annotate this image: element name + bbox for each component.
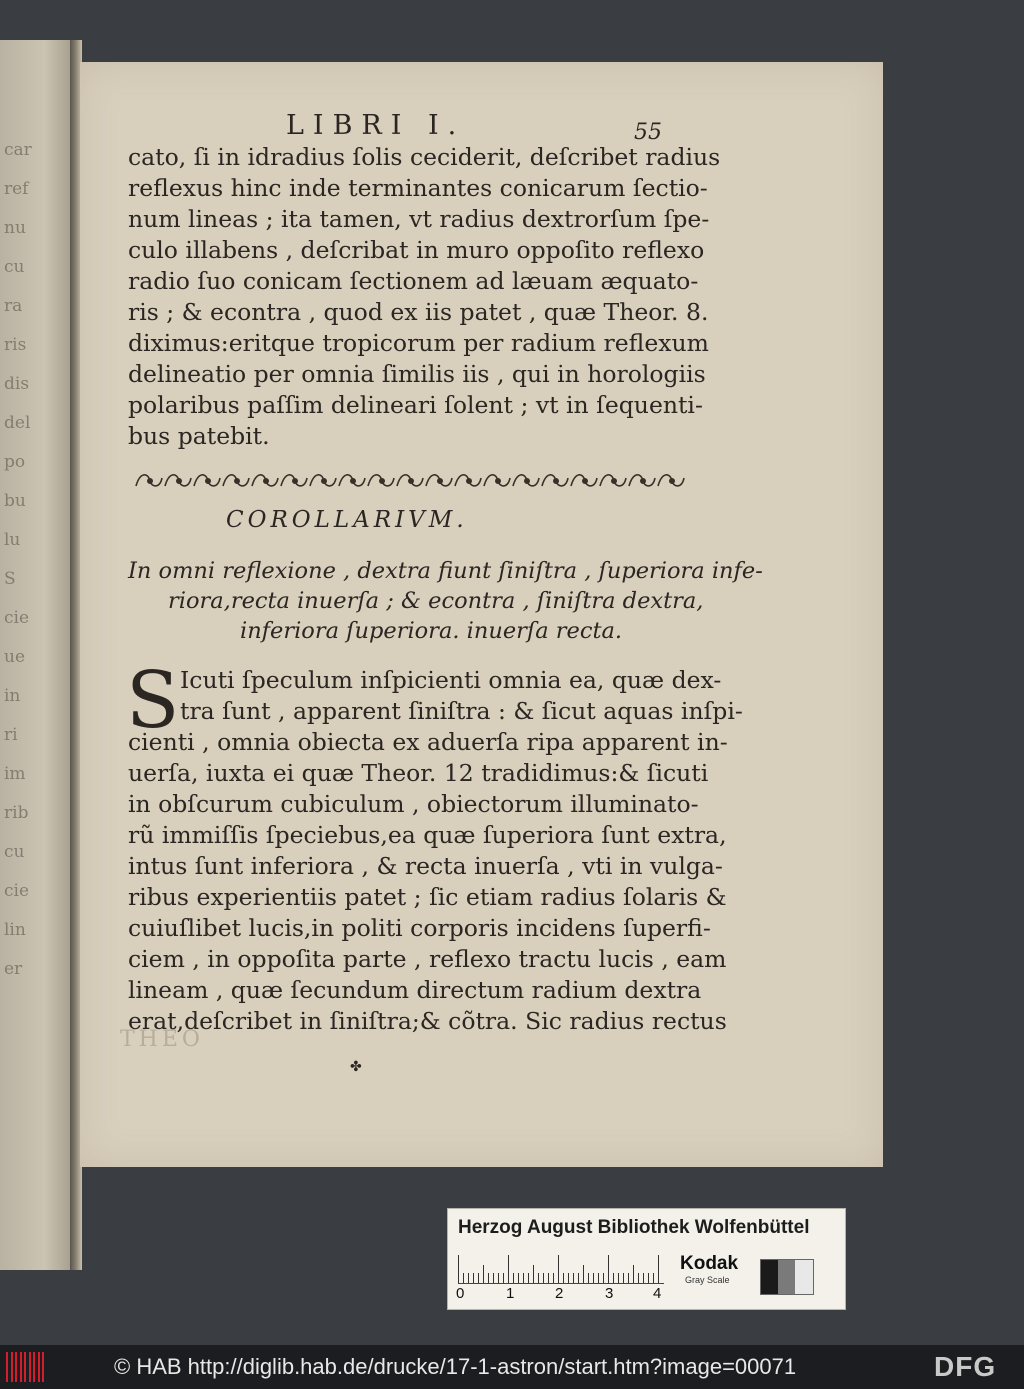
library-color-card [447, 1208, 846, 1310]
left-page-fragment: po [4, 452, 26, 472]
ruler-number: 1 [506, 1285, 515, 1302]
ruler-tick [593, 1273, 594, 1283]
ruler-tick [528, 1273, 529, 1283]
ruler-tick [558, 1255, 559, 1283]
text-line: reflexus hinc inde terminantes conicarum ſectio- [128, 174, 708, 202]
ornament-dot [351, 479, 355, 483]
barcode-bar [29, 1352, 31, 1382]
left-page-fragment: car [4, 140, 32, 160]
left-page-fragment: nu [4, 218, 26, 238]
ruler-tick [588, 1273, 589, 1283]
ruler-tick [608, 1255, 609, 1283]
ruler-tick [468, 1273, 469, 1283]
hab-barcode-logo-icon [6, 1352, 48, 1382]
folio-number: 55 [634, 120, 662, 145]
left-page-fragment: im [4, 764, 26, 784]
left-page-fragment: ris [4, 335, 27, 355]
ruler-tick [473, 1273, 474, 1283]
left-page-fragment: ri [4, 725, 18, 745]
text-line: culo illabens , deſcribat in muro oppoſito reflexo [128, 236, 705, 264]
ruler-tick [633, 1265, 634, 1283]
ornament-dot [177, 479, 181, 483]
ruler-tick [488, 1273, 489, 1283]
left-page-fragment: ra [4, 296, 23, 316]
dfg-logo: DFG [934, 1351, 997, 1382]
paragraph-line: uerſa, iuxta ei quæ Theor. 12 tradidimus:& ſicuti [128, 759, 709, 787]
ornament-dot [264, 479, 268, 483]
paragraph-line: lineam , quæ ſecundum directum radium dextra [128, 976, 702, 1004]
ruler-tick [618, 1273, 619, 1283]
ruler-tick [548, 1273, 549, 1283]
left-page-fragment: lin [4, 920, 26, 940]
ruler-tick [638, 1273, 639, 1283]
ornament-dot [409, 479, 413, 483]
text-line: radio ſuo conicam ſectionem ad læuam æquato- [128, 267, 699, 295]
ruler-tick [583, 1265, 584, 1283]
ruler-number: 0 [456, 1285, 465, 1302]
ornament-dot [467, 479, 471, 483]
barcode-bar [15, 1352, 17, 1382]
ornament-dot [235, 479, 239, 483]
paragraph-line: Icuti ſpeculum inſpicienti omnia ea, quæ dex- [180, 666, 722, 694]
barcode-bar [11, 1352, 13, 1382]
barcode-bar [24, 1352, 26, 1382]
text-line: ris ; & econtra , quod ex iis patet , quæ Theor. 8. [128, 298, 709, 326]
text-line: bus patebit. [128, 422, 270, 450]
ruler-tick [513, 1273, 514, 1283]
ruler-tick [518, 1273, 519, 1283]
running-head: LIBRI I. [286, 110, 466, 141]
ruler-tick [643, 1273, 644, 1283]
paragraph-line: cuiuſlibet lucis,in politi corporis incidens ſuperfi- [128, 914, 711, 942]
ruler-tick [463, 1273, 464, 1283]
ruler-tick [658, 1255, 659, 1283]
ornament-dot [525, 479, 529, 483]
footer-copyright-link[interactable]: © HAB http://diglib.hab.de/drucke/17-1-astron/start.htm?image=00071 [114, 1354, 797, 1379]
measurement-ruler [458, 1253, 664, 1284]
ornament-dot [496, 479, 500, 483]
ruler-tick [628, 1273, 629, 1283]
library-name: Herzog August Bibliothek Wolfenbüttel [458, 1217, 810, 1238]
text-line: num lineas ; ita tamen, vt radius dextrorſum ſpe- [128, 205, 710, 233]
left-page-fragment: bu [4, 491, 26, 511]
paragraph-line: erat,deſcribet in ſiniſtra;& cõtra. Sic radius rectus [128, 1007, 727, 1035]
section-heading: COROLLARIVM. [226, 507, 468, 533]
left-page-fragment: ref [4, 179, 29, 199]
ruler-tick [553, 1273, 554, 1283]
left-page-fragment: dis [4, 374, 30, 394]
paragraph-line: cienti , omnia obiecta ex aduerſa ripa apparent in- [128, 728, 728, 756]
paragraph-line: in obſcurum cubiculum , obiectorum illuminato- [128, 790, 699, 818]
italic-summary-line: riora,recta inuerſa ; & econtra , ſiniſtra dextra, [168, 588, 704, 614]
paragraph-line: tra ſunt , apparent ſiniſtra : & ſicut aquas inſpi- [180, 697, 743, 725]
paragraph-line: intus ſunt inferiora , & recta inuerſa , vti in vulga- [128, 852, 723, 880]
footer-bar [0, 1345, 1024, 1389]
ruler-tick [653, 1273, 654, 1283]
left-page-fragment: S [4, 569, 16, 589]
left-page-fragment: lu [4, 530, 21, 550]
text-line: diximus:eritque tropicorum per radium reflexum [128, 329, 709, 357]
ornament-dot [380, 479, 384, 483]
ruler-tick [598, 1273, 599, 1283]
ornament-dot [670, 479, 674, 483]
ruler-tick [498, 1273, 499, 1283]
book-page [80, 62, 883, 1167]
ruler-number: 2 [555, 1285, 564, 1302]
ruler-tick [493, 1273, 494, 1283]
ornament-dot [641, 479, 645, 483]
paragraph-line: ciem , in oppoſita parte , reflexo tractu lucis , eam [128, 945, 727, 973]
left-page-fragment: cu [4, 257, 25, 277]
ruler-number: 3 [605, 1285, 614, 1302]
italic-summary-line: inferiora ſuperiora. inuerſa recta. [240, 618, 623, 644]
ruler-tick [533, 1265, 534, 1283]
ruler-tick [508, 1255, 509, 1283]
ruler-tick [543, 1273, 544, 1283]
ruler-tick [478, 1273, 479, 1283]
ornament-dot [322, 479, 326, 483]
kodak-logo: Kodak [680, 1253, 739, 1274]
left-page-fragment: cu [4, 842, 25, 862]
ruler-number: 4 [653, 1285, 662, 1302]
gray-scale-swatch [760, 1259, 814, 1295]
ruler-tick [523, 1273, 524, 1283]
barcode-bar [38, 1352, 40, 1382]
ornament-dot [612, 479, 616, 483]
ornament-dot [554, 479, 558, 483]
ornament-dot [293, 479, 297, 483]
left-page-fragment: rib [4, 803, 29, 823]
paragraph-line: rũ immiſſis ſpeciebus,ea quæ ſuperiora ſunt extra, [128, 821, 727, 849]
ruler-tick [603, 1273, 604, 1283]
ruler-tick [613, 1273, 614, 1283]
left-page-fragment: cie [4, 608, 30, 628]
bleed-through-text: THEO [120, 1027, 204, 1052]
left-page-fragment: ue [4, 647, 26, 667]
barcode-bar [33, 1352, 35, 1382]
italic-summary-line: In omni reflexione , dextra fiunt ſiniſtra , ſuperiora infe- [128, 558, 763, 584]
ruler-tick [538, 1273, 539, 1283]
ruler-tick [563, 1273, 564, 1283]
kodak-subtitle: Gray Scale [685, 1275, 730, 1285]
decorative-ornament-band [130, 466, 690, 496]
ruler-tick [483, 1265, 484, 1283]
barcode-bar [6, 1352, 8, 1382]
small-ornament-icon: ✤ [350, 1059, 362, 1075]
paragraph-line: ribus experientiis patet ; ſic etiam radius ſolaris & [128, 883, 727, 911]
text-line: delineatio per omnia ſimilis iis , qui in horologiis [128, 360, 706, 388]
left-page-fragment: del [4, 413, 31, 433]
barcode-bar [20, 1352, 22, 1382]
ruler-tick [648, 1273, 649, 1283]
text-line: polaribus paſſim delineari ſolent ; vt in ſequenti- [128, 391, 703, 419]
ornament-dot [148, 479, 152, 483]
text-line: cato, ſi in idradius ſolis ceciderit, deſcribet radius [128, 143, 721, 171]
ruler-tick [458, 1255, 459, 1283]
ruler-tick [578, 1273, 579, 1283]
ornament-dot [206, 479, 210, 483]
ruler-tick [568, 1273, 569, 1283]
left-page-fragment: cie [4, 881, 30, 901]
ruler-tick [503, 1273, 504, 1283]
left-page-fragment: in [4, 686, 21, 706]
barcode-bar [42, 1352, 44, 1382]
ornament-dot [438, 479, 442, 483]
ornament-dot [583, 479, 587, 483]
ruler-tick [623, 1273, 624, 1283]
left-page-fragment: er [4, 959, 23, 979]
drop-cap: S [126, 656, 180, 746]
ruler-tick [573, 1273, 574, 1283]
